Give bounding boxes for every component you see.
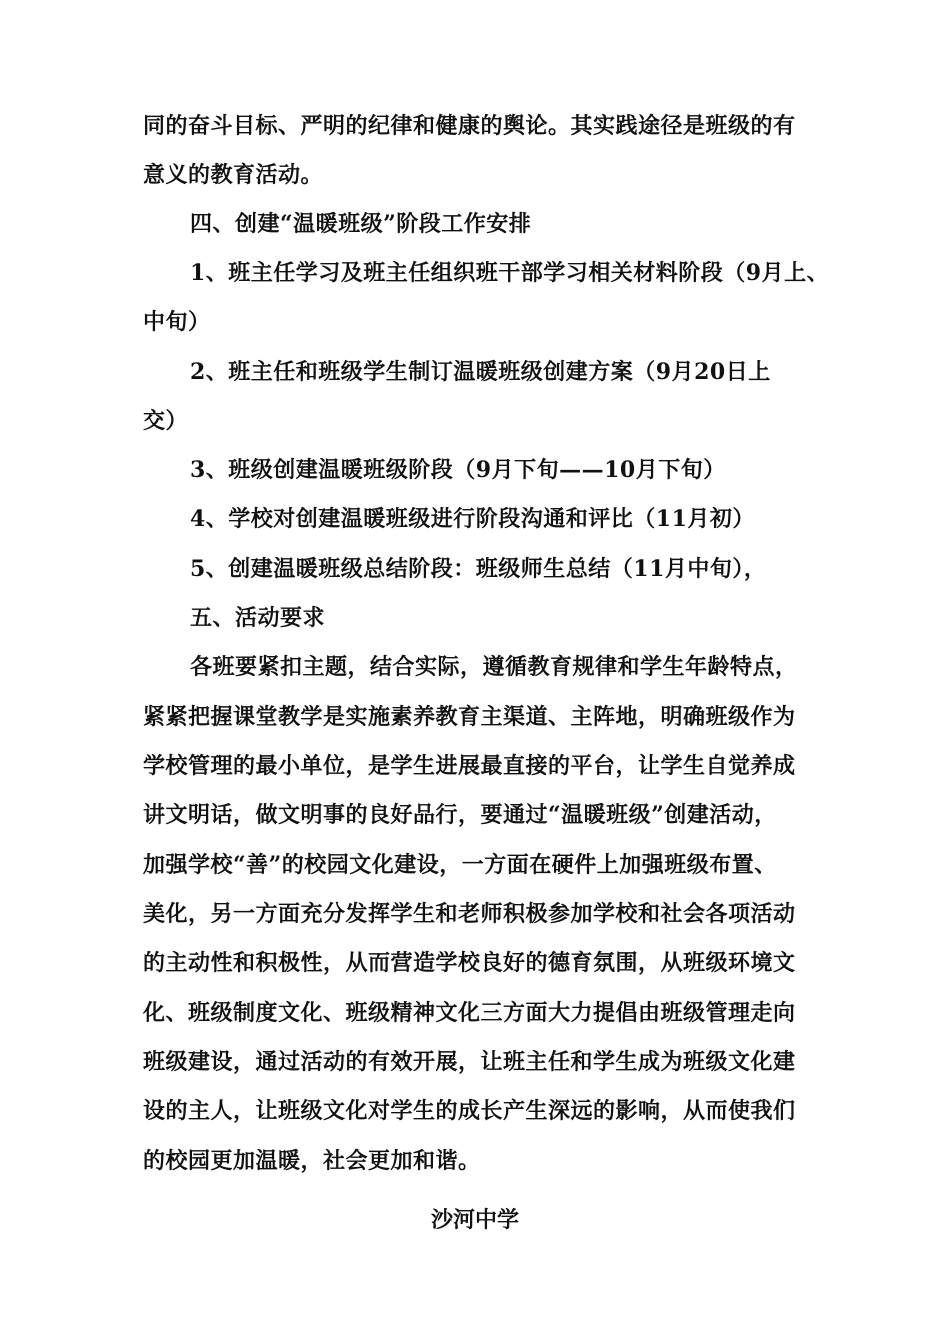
section-5-line-6: 美化，另一方面充分发挥学生和老师积极参加学校和社会各项活动 [143,901,796,927]
section-5-line-10: 设的主人，让班级文化对学生的成长产生深远的影响，从而使我们 [143,1098,796,1124]
section-5-line-7: 的主动性和积极性，从而营造学校良好的德育氛围，从班级环境文 [143,950,796,976]
section-4-item-1-line-1: 1、班主任学习及班主任组织班干部学习相关材料阶段（9月上、 [190,260,830,286]
intro-line-2: 意义的教育活动。 [143,162,324,188]
section-5-line-5: 加强学校“善”的校园文化建设，一方面在硬件上加强班级布置、 [143,852,777,878]
signature-school-name: 沙河中学 [430,1207,519,1233]
section-4-heading: 四、创建“温暖班级”阶段工作安排 [190,211,532,237]
section-5-line-11: 的校园更加温暖，社会更加和谐。 [143,1148,481,1174]
section-5-line-2: 紧紧把握课堂教学是实施素养教育主渠道、主阵地，明确班级作为 [143,704,796,730]
section-4-item-1-line-2: 中旬） [143,309,211,335]
section-4-item-2-line-2: 交） [143,408,189,434]
section-5-line-9: 班级建设，通过活动的有效开展，让班主任和学生成为班级文化建 [143,1049,796,1075]
section-4-item-2-line-1: 2、班主任和班级学生制订温暖班级创建方案（9月20日上 [190,359,771,385]
section-5-line-1: 各班要紧扣主题，结合实际，遵循教育规律和学生年龄特点， [190,654,798,680]
section-4-item-5: 5、创建温暖班级总结阶段：班级师生总结（11月中旬）， [190,556,767,582]
section-4-item-4: 4、学校对创建温暖班级进行阶段沟通和评比（11月初） [190,506,755,532]
section-5-line-4: 讲文明话，做文明事的良好品行，要通过“温暖班级”创建活动， [143,802,777,828]
intro-line-1: 同的奋斗目标、严明的纪律和健康的舆论。其实践途径是班级的有 [143,113,796,139]
section-4-item-3: 3、班级创建温暖班级阶段（9月下旬——10月下旬） [190,457,726,483]
section-5-line-8: 化、班级制度文化、班级精神文化三方面大力提倡由班级管理走向 [143,1000,796,1026]
section-5-line-3: 学校管理的最小单位，是学生进展最直接的平台，让学生自觉养成 [143,753,796,779]
section-5-heading: 五、活动要求 [190,605,326,631]
